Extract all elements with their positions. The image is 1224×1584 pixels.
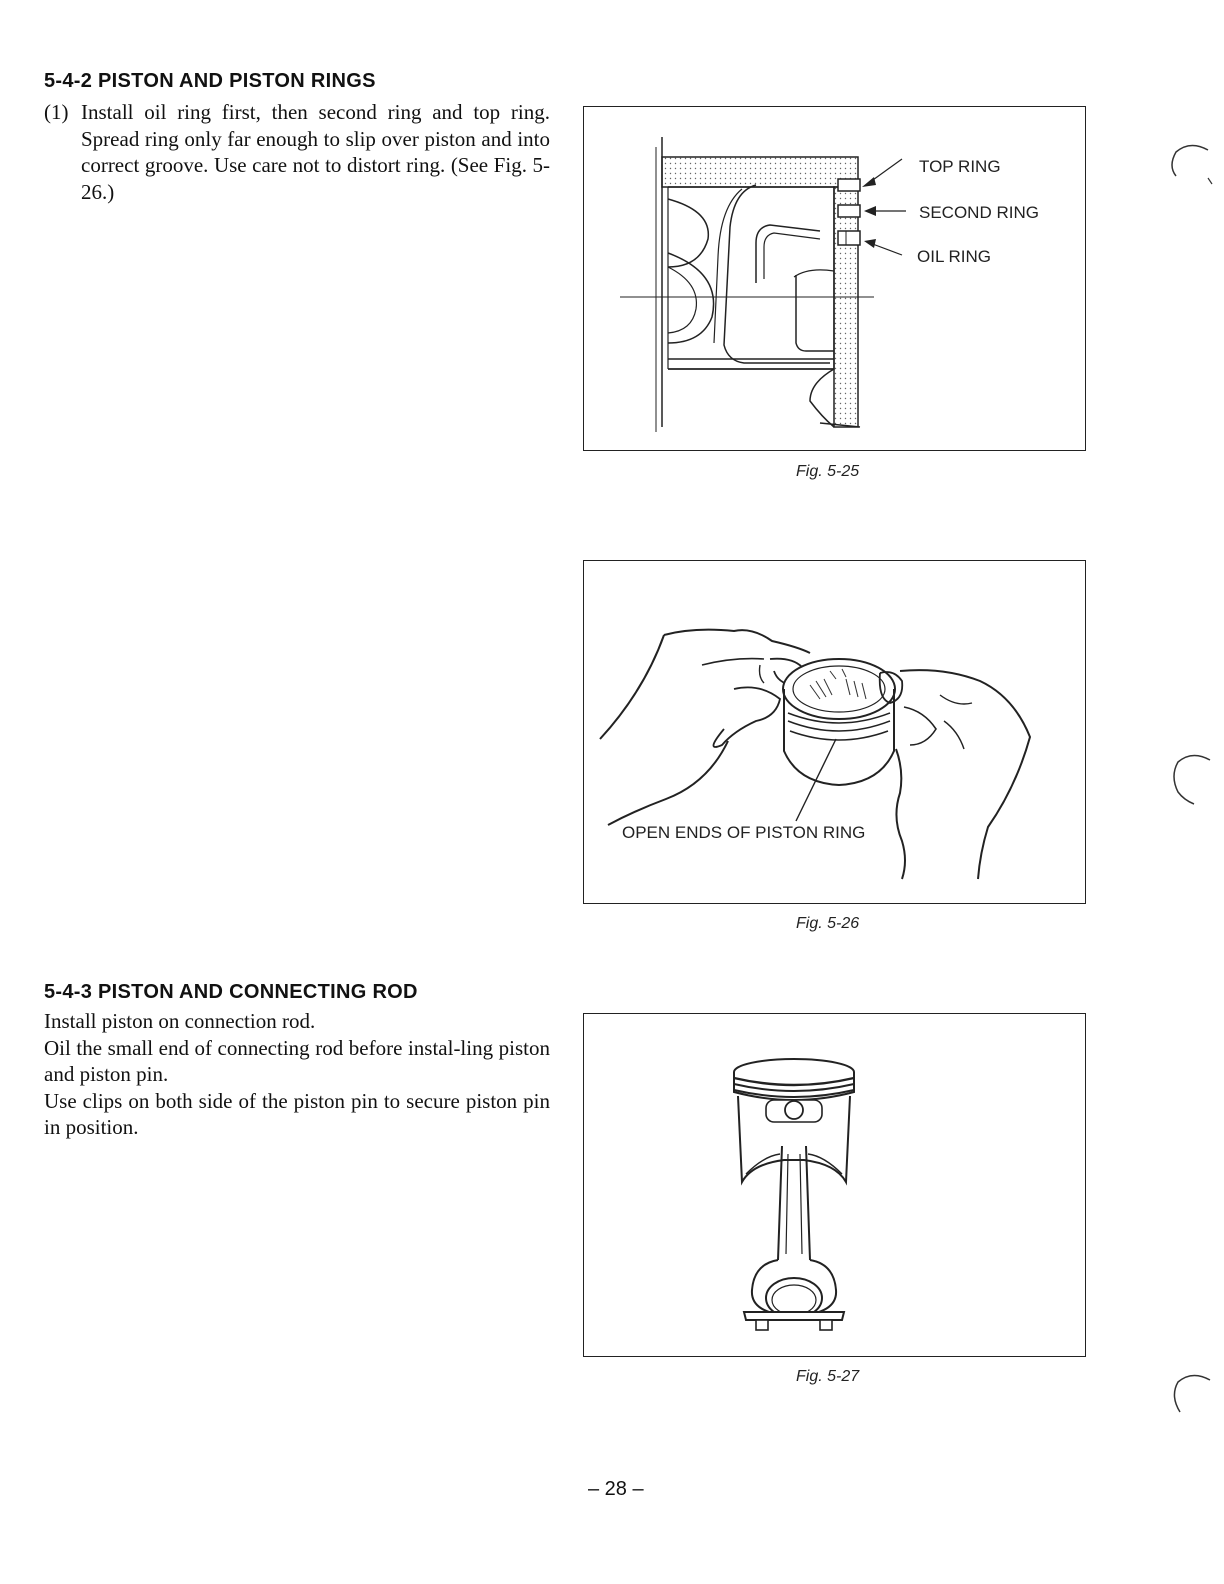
caption-fig-5-25: Fig. 5-25 (796, 463, 860, 480)
body-line: Oil the small end of connecting rod before instal-ling piston and piston pin. (44, 1035, 550, 1086)
step-number: (1) (44, 100, 69, 124)
body-line: Use clips on both side of the piston pin to secure piston pin in position. (44, 1088, 550, 1139)
hands-spreading-ring-drawing (584, 561, 1085, 903)
figure-5-27-piston-and-connecting-rod (583, 1013, 1086, 1357)
piston-with-rod-drawing (584, 1014, 1085, 1356)
figure-5-25-piston-rings-cross-section (583, 106, 1086, 451)
section-543-heading: 5-4-3 PISTON AND CONNECTING ROD (44, 981, 418, 1003)
section-542-heading: 5-4-2 PISTON AND PISTON RINGS (44, 70, 376, 92)
label-top-ring: TOP RING (919, 157, 1001, 176)
piston-cross-section-drawing (584, 107, 1085, 450)
label-open-ends-of-piston-ring: OPEN ENDS OF PISTON RING (622, 823, 866, 842)
step-text: Install oil ring first, then second ring and top ring. Spread ring only far enough to slip over piston and into correct groove. Use care not to distort ring. (See Fig. 5-26.) (81, 100, 550, 204)
label-second-ring: SECOND RING (919, 203, 1039, 222)
punch-hole-icon (1168, 138, 1218, 198)
figure-5-26-installing-rings (583, 560, 1086, 904)
body-line: Install piston on connection rod. (44, 1009, 316, 1033)
punch-hole-icon (1168, 748, 1218, 808)
section-543-body (44, 1008, 550, 1141)
section-542-step-1 (44, 99, 550, 205)
punch-hole-icon (1168, 1366, 1218, 1426)
page-number: – 28 – (588, 1478, 644, 1500)
caption-fig-5-26: Fig. 5-26 (796, 915, 860, 932)
label-oil-ring: OIL RING (917, 247, 991, 266)
caption-fig-5-27: Fig. 5-27 (796, 1368, 860, 1385)
